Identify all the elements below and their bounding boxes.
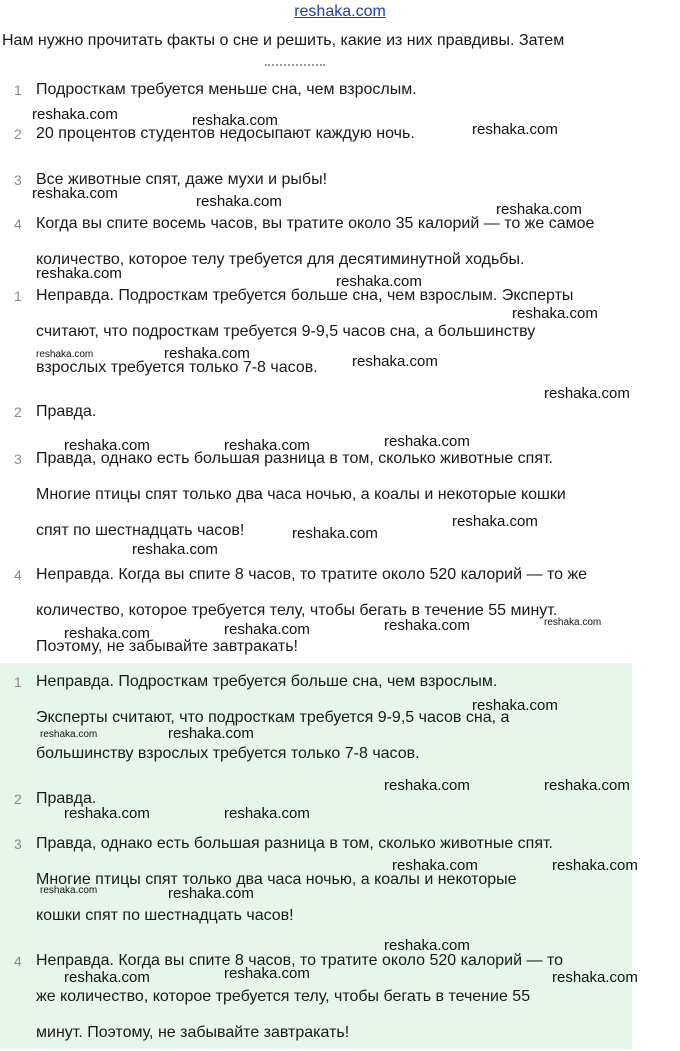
watermark: reshaka.com: [544, 385, 630, 402]
item-number: 1: [14, 82, 22, 98]
watermark: reshaka.com: [352, 353, 438, 370]
item-text: Правда.: [36, 403, 97, 420]
watermark: reshaka.com: [224, 965, 310, 982]
item-text: 20 процентов студентов недосыпают каждую ночь.: [36, 125, 415, 142]
item-text: Правда, однако есть большая разница в том, сколько животные спят. Многие птицы спят только два часа ночью, а коалы и некоторые кошки спят по шестнадцать часов!: [36, 450, 566, 539]
item-text: Неправда. Подросткам требуется больше сна, чем взрослым. Эксперты считают, что подросткам требуется 9-9,5 часов сна, а большинству взрослых требуется только 7-8 часов.: [36, 673, 510, 762]
watermark: reshaka.com: [196, 193, 282, 210]
item-number: 2: [14, 126, 22, 142]
item-number: 1: [14, 288, 22, 304]
item-number: 3: [14, 172, 22, 188]
watermark: reshaka.com: [472, 121, 558, 138]
watermark: reshaka.com: [224, 621, 310, 638]
watermark: reshaka.com: [336, 273, 422, 290]
watermark: reshaka.com: [544, 777, 630, 794]
item-number: 1: [14, 674, 22, 690]
watermark: reshaka.com: [36, 349, 94, 360]
item-number: 4: [14, 567, 22, 583]
item-text: Правда, однако есть большая разница в том, сколько животные спят. Многие птицы спят только два часа ночью, а коалы и некоторые кошки спят по шестнадцать часов!: [36, 835, 553, 924]
watermark: reshaka.com: [40, 885, 98, 896]
watermark: reshaka.com: [392, 857, 478, 874]
watermark: reshaka.com: [32, 185, 118, 202]
item-text: Неправда. Когда вы спите 8 часов, то тратите около 520 калорий — то же количество, которое требуется телу, чтобы бегать в течение 55 минут. Поэтому, не забывайте завтракать!: [36, 566, 588, 655]
watermark: reshaka.com: [512, 305, 598, 322]
watermark: reshaka.com: [384, 777, 470, 794]
item-text: Когда вы спите восемь часов, вы тратите около 35 калорий — то же самое количество, которое телу требуется для десятиминутной ходьбы.: [36, 215, 595, 268]
site-link[interactable]: reshaka.com: [294, 3, 386, 20]
watermark: reshaka.com: [552, 969, 638, 986]
watermark: reshaka.com: [164, 345, 250, 362]
watermark: reshaka.com: [32, 106, 118, 123]
watermark: reshaka.com: [544, 617, 602, 628]
item-text: Правда.: [36, 790, 97, 807]
item-number: 4: [14, 216, 22, 232]
site-header: [0, 0, 680, 24]
watermark: reshaka.com: [384, 617, 470, 634]
watermark: reshaka.com: [292, 525, 378, 542]
watermark: reshaka.com: [168, 885, 254, 902]
watermark: reshaka.com: [552, 857, 638, 874]
watermark: reshaka.com: [64, 805, 150, 822]
watermark: reshaka.com: [224, 805, 310, 822]
watermark: reshaka.com: [64, 969, 150, 986]
watermark: reshaka.com: [224, 437, 310, 454]
watermark: reshaka.com: [496, 201, 582, 218]
watermark: reshaka.com: [64, 437, 150, 454]
watermark: reshaka.com: [384, 433, 470, 450]
item-number: 2: [14, 404, 22, 420]
intro-text: Нам нужно прочитать факты о сне и решить, какие из них правдивы. Затем: [2, 32, 565, 49]
item-text: Подросткам требуется меньше сна, чем взрослым.: [36, 81, 417, 98]
watermark: reshaka.com: [384, 937, 470, 954]
watermark: reshaka.com: [452, 513, 538, 530]
item-text: Неправда. Когда вы спите 8 часов, то тратите около 520 калорий — то же количество, которое требуется телу, чтобы бегать в течение 55 минут. Поэтому, не забывайте завтракать!: [36, 952, 563, 1041]
cut-line: [265, 64, 325, 72]
item-number: 2: [14, 791, 22, 807]
watermark: reshaka.com: [192, 112, 278, 129]
watermark: reshaka.com: [472, 697, 558, 714]
item-number: 3: [14, 836, 22, 852]
watermark: reshaka.com: [64, 625, 150, 642]
watermark: reshaka.com: [40, 729, 98, 740]
item-text: Неправда. Подросткам требуется больше сна, чем взрослым. Эксперты считают, что подросткам требуется 9-9,5 часов сна, а большинству взрослых требуется только 7-8 часов.: [36, 287, 574, 376]
watermark: reshaka.com: [132, 541, 218, 558]
item-number: 3: [14, 451, 22, 467]
item-number: 4: [14, 953, 22, 969]
watermark: reshaka.com: [36, 265, 122, 282]
watermark: reshaka.com: [168, 725, 254, 742]
item-text: Все животные спят, даже мухи и рыбы!: [36, 171, 328, 188]
